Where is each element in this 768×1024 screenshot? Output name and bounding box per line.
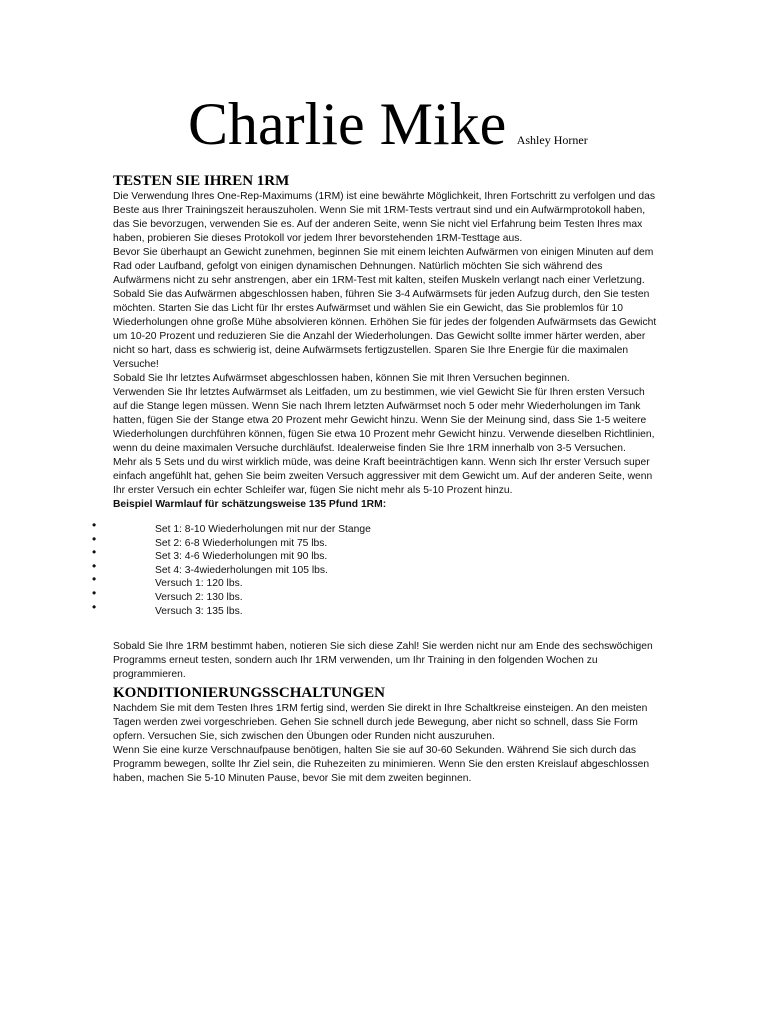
bullet-icon: • (92, 518, 97, 532)
list-item (92, 558, 658, 578)
title-block (188, 88, 588, 160)
bullet-icon: • (92, 585, 97, 600)
list-item (92, 531, 658, 551)
bullet-icon: • (92, 531, 97, 546)
bullet-icon: • (92, 545, 97, 560)
paragraph: Bevor Sie überhaupt an Gewicht zunehmen, beginnen Sie mit einem leichten Aufwärmen von einigen Minuten auf dem Rad oder Laufband, gefolgt von einigen dynamischen Dehnungen. Natürlich möchten Sie sich während des Aufwärmens nicht zu sehr anstrengen, aber ein 1RM-Test mit kalten, steifen Muskeln verlangt nach einer Verletzung. (113, 247, 654, 286)
list-item-text: Set 2: 6-8 Wiederholungen mit 75 lbs. (155, 537, 328, 549)
bullet-icon: • (92, 558, 97, 573)
list-item (92, 572, 658, 591)
document-title: Charlie Mike (188, 91, 507, 157)
list-item-text: Set 4: 3-4wiederholungen mit 105 lbs. (155, 564, 328, 576)
bullet-icon: • (92, 572, 97, 587)
section-heading-circuits: KONDITIONIERUNGSSCHALTUNGEN (113, 685, 386, 702)
list-item (92, 585, 658, 605)
paragraph: Nachdem Sie mit dem Testen Ihres 1RM fertig sind, werden Sie direkt in Ihre Schaltkreise einsteigen. An den meisten Tagen werden zwei vorgeschrieben. Gehen Sie schnell durch jede Bewegung, aber nicht so schnell, dass Sie Form opfern. Versuchen Sie, sich zwischen den Übungen oder Runden nicht auszuruhen. (113, 703, 648, 743)
paragraph: Sobald Sie Ihr letztes Aufwärmset abgeschlossen haben, können Sie mit Ihren Versuchen beginnen. (113, 373, 570, 384)
paragraph: Verwenden Sie Ihr letztes Aufwärmset als Leitfaden, um zu bestimmen, wie viel Gewicht Sie für Ihren ersten Versuch auf die Stange legen müssen. Wenn Sie nach Ihrem letzten Aufwärmset noch 5 oder mehr Wiederholungen im Tank hatten, fügen Sie der Stange etwa 20 Prozent mehr Gewicht hinzu. Wenn Sie der Meinung sind, dass Sie 1-5 weitere Wiederholungen durchführen können, fügen Sie etwa 10 Prozent mehr Gewicht hinzu. Verwende dieselben Richtlinien, wenn du deine maximalen Versuche durchläufst. Idealerweise finden Sie Ihre 1RM innerhalb von 3-5 Versuchen. (113, 387, 655, 454)
paragraph: Mehr als 5 Sets und du wirst wirklich müde, was deine Kraft beeinträchtigen kann. Wenn sich Ihr erster Versuch super einfach angefühlt hat, gehen Sie beim zweiten Versuch aggressiver mit dem Gewicht um. Auf der anderen Seite, wenn Ihr erster Versuch ein echter Schleifer war, fügen Sie nicht mehr als 5-10 Prozent hinzu. (113, 457, 653, 496)
list-item-text: Versuch 3: 135 lbs. (155, 605, 243, 617)
list-item-text: Set 3: 4-6 Wiederholungen mit 90 lbs. (155, 551, 328, 563)
list-item-text: Versuch 1: 120 lbs. (155, 578, 243, 590)
section-heading-1rm: TESTEN SIE IHREN 1RM (113, 173, 290, 189)
list-item (92, 599, 658, 619)
spacer (113, 618, 658, 640)
author-name: Ashley Horner (516, 133, 588, 147)
list-item (92, 518, 658, 537)
example-label: Beispiel Warmlauf für schätzungsweise 135 Pfund 1RM: (113, 499, 387, 510)
document-body (92, 172, 658, 786)
paragraph: Sobald Sie Ihre 1RM bestimmt haben, notieren Sie sich diese Zahl! Sie werden nicht nur am Ende des sechswöchigen Programms erneut testen, sondern auch Ihr 1RM verwenden, um Ihr Training in den folgenden Wochen zu programmieren. (113, 641, 653, 681)
list-item-text: Set 1: 8-10 Wiederholungen mit nur der Stange (155, 524, 371, 535)
bullet-icon: • (92, 599, 97, 614)
paragraph: Sobald Sie das Aufwärmen abgeschlossen haben, führen Sie 3-4 Aufwärmsets für jeden Aufzug durch, den Sie testen möchten. Starten Sie das Licht für Ihr erstes Aufwärmset und wählen Sie ein Gewicht, das Sie problemlos für 10 Wiederholungen ohne große Mühe absolvieren können. Erhöhen Sie für jedes der folgenden Aufwärmsets das Gewicht um 10-20 Prozent und reduzieren Sie die Anzahl der Wiederholungen. Das Gewicht sollte immer härter werden, aber nicht so hart, dass es schwierig ist, deine Aufwärmsets fertigzustellen. Sparen Sie Ihre Energie für die maximalen Versuche! (113, 289, 657, 370)
list-item-text: Versuch 2: 130 lbs. (155, 591, 243, 603)
warmup-list (92, 518, 658, 618)
paragraph: Wenn Sie eine kurze Verschnaufpause benötigen, halten Sie sie auf 30-60 Sekunden. Während Sie sich durch das Programm bewegen, sollte Ihr Ziel sein, die Ruhezeiten zu minimieren. Wenn Sie den ersten Kreislauf abgeschlossen haben, machen Sie 5-10 Minuten Pause, bevor Sie mit dem zweiten beginnen. (113, 745, 650, 785)
paragraph: Die Verwendung Ihres One-Rep-Maximums (1RM) ist eine bewährte Möglichkeit, Ihren Fortschritt zu verfolgen und das Beste aus Ihrer Trainingszeit herauszuholen. Wenn Sie mit 1RM-Tests vertraut sind und ein Aufwärmprotokoll haben, das Sie bevorzugen, verwenden Sie es. Auf der anderen Seite, wenn Sie nicht viel Erfahrung beim Testen Ihres max haben, probieren Sie dieses Protokoll vor jedem Ihrer bevorstehenden 1RM-Testtage aus. (113, 191, 655, 244)
list-item (92, 545, 658, 564)
